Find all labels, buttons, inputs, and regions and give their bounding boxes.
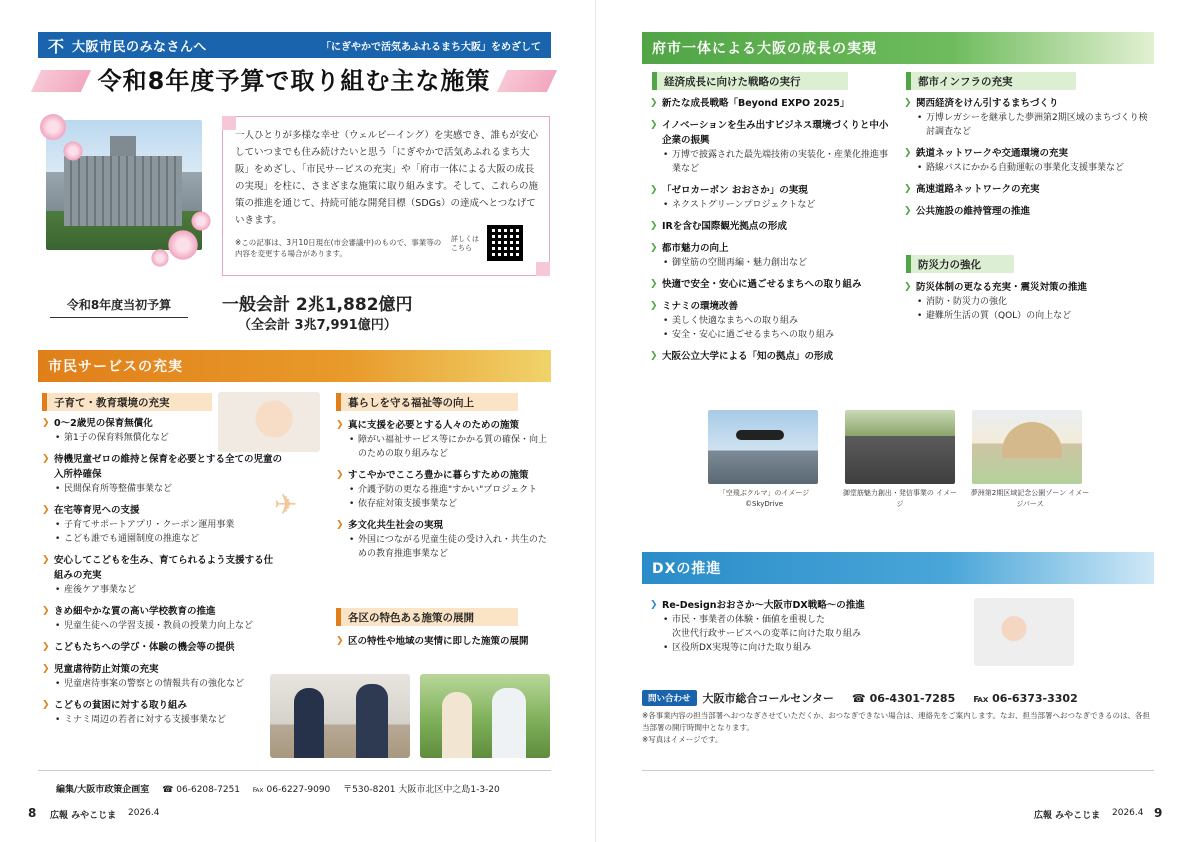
- sakura-icon: [190, 210, 212, 232]
- seniors-photo: [420, 674, 550, 758]
- sakura-icon: [38, 112, 68, 142]
- flying-car-photo: [708, 410, 818, 484]
- budget-general: 一般会計 2兆1,882億円: [222, 295, 413, 315]
- list-toshi-infra: [904, 96, 1150, 226]
- list-item: [650, 96, 896, 111]
- list-item: [42, 640, 282, 655]
- list-keizai: [650, 96, 896, 371]
- list-item-heading: ❯ 快適で安全・安心に過ごせるまちへの取り組み: [650, 277, 896, 292]
- list-item-detail: • 御堂筋の空間再編・魅力創出など: [650, 256, 896, 270]
- note-line: ※写真はイメージです。: [642, 735, 723, 744]
- yumeshima-park-photo: [972, 410, 1082, 484]
- tag-kosodate: 子育て・教育環境の充実: [42, 393, 212, 411]
- magazine-name: 広報 みやこじま: [50, 811, 117, 821]
- inquiry-line: [642, 690, 1096, 706]
- list-item-detail: • 安全・安心に過ごせるまちへの取り組み: [650, 328, 896, 342]
- budget-label: 令和8年度当初予算: [50, 296, 188, 318]
- list-item: [336, 468, 554, 511]
- list-item-heading: ❯ 待機児童ゼロの維持と保育を必要とする全ての児童の入所枠確保: [42, 452, 282, 482]
- contact-fax: 06-6227-9090: [266, 785, 331, 795]
- list-item-detail: • 第1子の保育料無償化など: [42, 431, 282, 445]
- phone-icon: ☎: [851, 691, 866, 705]
- inquiry-tel: 06-4301-7285: [869, 691, 956, 705]
- list-item-detail: • こども誰でも通園制度の推進など: [42, 532, 282, 546]
- inquiry-badge: 問い合わせ: [642, 690, 697, 706]
- list-item-detail: • 児童虐待事案の警察との情報共有の強化など: [42, 677, 282, 691]
- banner-title: 大阪市民のみなさんへ: [72, 39, 207, 55]
- banner-subtitle: 「にぎやかで活気あふれるまち大阪」をめざして: [321, 41, 541, 53]
- list-item: [650, 241, 896, 270]
- tag-kaku-ku: 各区の特色ある施策の展開: [336, 608, 518, 626]
- contact-dept: 編集/大阪市政策企画室: [56, 785, 150, 795]
- list-item: [650, 277, 896, 292]
- list-item: [904, 146, 1150, 175]
- list-item-heading: ❯ 高速道路ネットワークの充実: [904, 182, 1150, 197]
- list-item-heading: ❯ イノベーションを生み出すビジネス環境づくりと中小企業の振興: [650, 118, 896, 148]
- list-item-heading: ❯ 在宅等育児への支援: [42, 503, 282, 518]
- list-item-heading: ❯ ミナミの環境改善: [650, 299, 896, 314]
- tag-bousai: 防災力の強化: [906, 255, 1014, 273]
- family-photo: [974, 598, 1074, 666]
- list-item-heading: ❯ 防災体制の更なる充実・震災対策の推進: [904, 280, 1150, 295]
- list-item: [336, 634, 554, 649]
- list-item: [904, 182, 1150, 197]
- section-header-dx: DXの推進: [642, 552, 1154, 584]
- list-item-detail: • 美しく快適なまちへの取り組み: [650, 314, 896, 328]
- right-page: [596, 0, 1191, 842]
- contact-info: [56, 782, 500, 795]
- list-item-heading: ❯ 大阪公立大学による「知の拠点」の形成: [650, 349, 896, 364]
- list-item-heading: ❯ 「ゼロカーボン おおさか」の実現: [650, 183, 896, 198]
- call-center-name: 大阪市総合コールセンター: [702, 692, 834, 705]
- issue-date: 2026.4: [1112, 808, 1144, 818]
- list-item: [42, 604, 282, 633]
- list-item-detail: • 消防・防災力の強化: [904, 295, 1150, 309]
- sakura-icon: [150, 248, 170, 268]
- list-item: [650, 299, 896, 342]
- dx-item-heading: ❯ Re-Designおおさか～大阪市DX戦略～の推進: [650, 598, 960, 613]
- list-item-heading: ❯ こどもの貧困に対する取り組み: [42, 698, 282, 713]
- students-photo: [270, 674, 410, 758]
- list-item-detail: • 介護予防の更なる推進"すかい"プロジェクト: [336, 483, 554, 497]
- list-bousai: [904, 280, 1150, 330]
- tag-fukushi: 暮らしを守る福祉等の向上: [336, 393, 518, 411]
- budget-total: （全会計 3兆7,991億円）: [238, 318, 397, 333]
- section-header-shimin: 市民サービスの充実: [38, 350, 551, 382]
- list-item-heading: ❯ こどもたちへの学び・体験の機会等の提供: [42, 640, 282, 655]
- list-item-detail: • ミナミ周辺の若者に対する支援事業など: [42, 713, 282, 727]
- page-title: 令和8年度予算で取り組む主な施策: [97, 67, 491, 95]
- list-item-detail: • ネクストグリーンプロジェクトなど: [650, 198, 896, 212]
- list-item-detail: • 障がい福祉サービス等にかかる質の確保・向上のための取り組みなど: [336, 433, 554, 461]
- list-item-detail: • 路線バスにかかる自動運転の事業化支援事業など: [904, 161, 1150, 175]
- list-dx: [650, 598, 960, 662]
- list-item: [904, 96, 1150, 139]
- page-number: 8: [28, 806, 37, 820]
- main-title-block: [36, 64, 552, 98]
- notes: [642, 710, 1154, 746]
- list-item-heading: ❯ 公共施設の維持管理の推進: [904, 204, 1150, 219]
- list-item-detail: • 万博レガシーを継承した夢洲第2期区域のまちづくり検討調査など: [904, 111, 1150, 139]
- intro-box: [222, 116, 550, 276]
- list-item: [904, 280, 1150, 323]
- list-item-heading: ❯ すこやかでこころ豊かに暮らすための施策: [336, 468, 554, 483]
- phone-icon: ☎: [162, 785, 174, 795]
- list-item: [904, 204, 1150, 219]
- list-item-detail: • 避難所生活の質（QOL）の向上など: [904, 309, 1150, 323]
- list-item-heading: ❯ 関西経済をけん引するまちづくり: [904, 96, 1150, 111]
- list-item-heading: ❯ 新たな成長戦略「Beyond EXPO 2025」: [650, 96, 896, 111]
- tag-keizai: 経済成長に向けた戦略の実行: [652, 72, 848, 90]
- list-item: [650, 118, 896, 176]
- page-number: 9: [1154, 806, 1163, 820]
- section-header-fushi: 府市一体による大阪の成長の実現: [642, 32, 1154, 64]
- tag-toshi-infra: 都市インフラの充実: [906, 72, 1076, 90]
- issue-date: 2026.4: [128, 808, 160, 818]
- sakura-icon: [62, 140, 84, 162]
- list-item-heading: ❯ 安心してこどもを生み、育てられるよう支援する仕組みの充実: [42, 553, 282, 583]
- list-item: [42, 503, 282, 546]
- list-item: [42, 698, 282, 727]
- photo-caption: 御堂筋魅力創出・発信事業の イメージ: [842, 489, 958, 508]
- inquiry-fax: 06-6373-3302: [992, 691, 1078, 705]
- list-kosodate: [42, 416, 282, 734]
- dx-item-detail: • 市民・事業者の体験・価値を重視した: [650, 613, 960, 627]
- note-line: ※各事業内容の担当部署へおつなぎさせていただくか、おつなぎできない場合は、連絡先をご案内します。なお、担当部署へおつなぎできるのは、各担当部署の開庁時間中となります。: [642, 711, 1150, 732]
- list-item-detail: • 産後ケア事業など: [42, 583, 282, 597]
- osaka-city-logo-icon: 不: [47, 36, 64, 56]
- sakura-icon: [166, 228, 200, 262]
- list-item: [336, 518, 554, 561]
- list-item-heading: ❯ 多文化共生社会の実現: [336, 518, 554, 533]
- contact-tel: 06-6208-7251: [176, 785, 241, 795]
- list-item-heading: ❯ 都市魅力の向上: [650, 241, 896, 256]
- list-item: [42, 553, 282, 597]
- list-item-detail: • 民間保育所等整備事業など: [42, 482, 282, 496]
- list-item-detail: • 外国につながる児童生徒の受け入れ・共生のための教育推進事業など: [336, 533, 554, 561]
- list-fukushi: [336, 418, 554, 568]
- list-item-detail: • 子育てサポートアプリ・クーポン運用事業: [42, 518, 282, 532]
- list-item: [650, 183, 896, 212]
- dx-item-detail: • 区役所DX実現等に向けた取り組み: [650, 641, 960, 655]
- list-item: [650, 219, 896, 234]
- intro-text: 一人ひとりが多様な幸せ（ウェルビーイング）を実感でき、誰もが安心していつまでも住み続けたいと思う「にぎやかで活気あふれるまち大阪」をめざし、「市民サービスの充実」や「府市一体による大阪の成長の実現」を柱に、さまざまな施策に取り組みます。そして、これらの施策の推進を通じて、持続可能な開発目標（SDGs）の達成へとつなげていきます。: [235, 130, 539, 226]
- midosuji-photo: [845, 410, 955, 484]
- list-item-detail: • 児童生徒への学習支援・教員の授業力向上など: [42, 619, 282, 633]
- list-item-heading: ❯ 児童虐待防止対策の充実: [42, 662, 282, 677]
- list-item-heading: ❯ 0～2歳児の保育無償化: [42, 416, 282, 431]
- magazine-name: 広報 みやこじま: [1034, 811, 1101, 821]
- bird-icon: ✈: [274, 488, 298, 521]
- photo-caption: 夢洲第2期区域記念公園ゾーン イメージパース: [970, 489, 1090, 508]
- list-item-detail: • 万博で披露された最先端技術の実装化・産業化推進事業など: [650, 148, 896, 176]
- qr-code-icon[interactable]: [487, 225, 523, 261]
- fax-icon: ℻: [252, 785, 264, 795]
- list-item: [42, 662, 282, 691]
- list-item-heading: ❯ IRを含む国際観光拠点の形成: [650, 219, 896, 234]
- list-item: [336, 418, 554, 461]
- fax-icon: ℻: [973, 691, 989, 705]
- list-item: [42, 452, 282, 496]
- list-item-heading: ❯ きめ細やかな質の高い学校教育の推進: [42, 604, 282, 619]
- intro-note: ※この記事は、3月10日現在(市会審議中)のもので、事業等の内容を変更する場合があります。: [235, 238, 442, 258]
- list-item-heading: ❯ 真に支援を必要とする人々のための施策: [336, 418, 554, 433]
- list-item-heading: ❯ 区の特性や地域の実情に即した施策の展開: [336, 634, 554, 649]
- dx-item-detail: 次世代行政サービスへの変革に向けた取り組み: [672, 629, 862, 639]
- photo-caption: 「空飛ぶクルマ」のイメージ ©SkyDrive: [718, 489, 810, 508]
- qr-label: 詳しくはこちら: [451, 235, 479, 252]
- contact-address: 〒530-8201 大阪市北区中之島1-3-20: [343, 785, 500, 795]
- list-item: [650, 349, 896, 364]
- list-item-heading: ❯ 鉄道ネットワークや交通環境の充実: [904, 146, 1150, 161]
- top-banner: [38, 32, 551, 58]
- left-page: [0, 0, 595, 842]
- list-kaku-ku: [336, 634, 554, 656]
- baby-photo: [218, 392, 320, 452]
- list-item-detail: • 依存症対策支援事業など: [336, 497, 554, 511]
